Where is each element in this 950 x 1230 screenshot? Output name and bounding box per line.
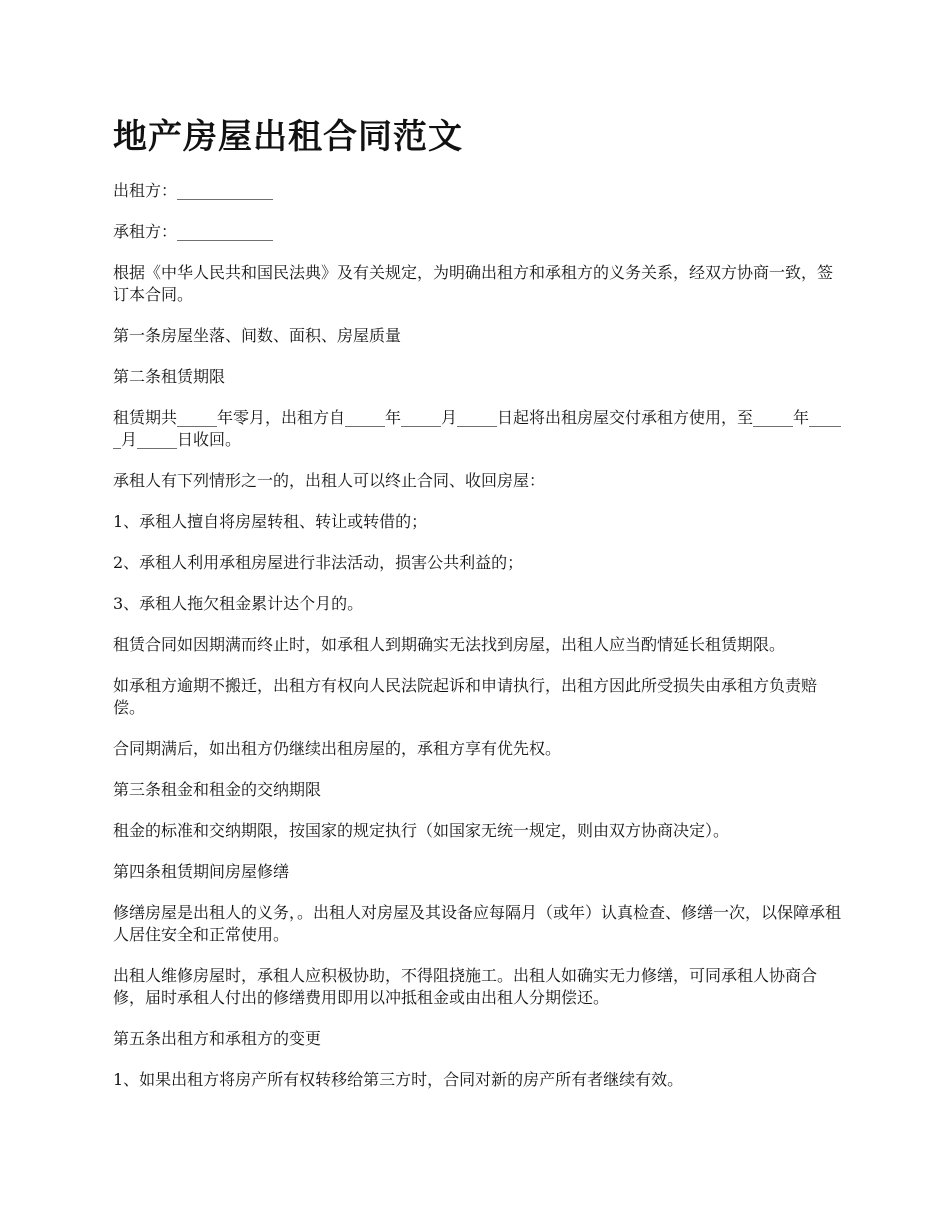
- expiry-extension-paragraph: 租赁合同如因期满而终止时，如承租人到期确实无法找到房屋，出租人应当酌情延长租赁期限。: [113, 635, 786, 654]
- lessee-line: 承租方：____________: [113, 222, 274, 241]
- termination-item-2: 2、承租人利用承租房屋进行非法活动，损害公共利益的；: [113, 553, 524, 572]
- article-4-heading: 第四条租赁期间房屋修缮: [113, 862, 290, 881]
- repair-cooperation-paragraph: 出租人维修房屋时，承租人应积极协助，不得阻挠施工。出租人如确实无力修缮，可同承租人协商合修，届时承租人付出的修缮费用即用以冲抵租金或由出租人分期偿还。: [113, 966, 818, 1007]
- article-1-heading: 第一条房屋坐落、间数、面积、房屋质量: [113, 326, 402, 345]
- overdue-vacate-paragraph: 如承租方逾期不搬迁，出租方有权向人民法院起诉和申请执行，出租方因此所受损失由承租方负责赔偿。: [113, 676, 818, 717]
- lessor-line: 出租方：____________: [113, 181, 274, 200]
- article-3-heading: 第三条租金和租金的交纳期限: [113, 780, 322, 799]
- rent-standard-paragraph: 租金的标准和交纳期限，按国家的规定执行（如国家无统一规定，则由双方协商决定）。: [113, 821, 730, 840]
- repair-duty-paragraph: 修缮房屋是出租人的义务，。出租人对房屋及其设备应每隔月（或年）认真检查、修缮一次，以保障承租人居住安全和正常使用。: [113, 903, 842, 944]
- document-page: [113, 112, 841, 1110]
- article-5-heading: 第五条出租方和承租方的变更: [113, 1029, 322, 1048]
- termination-item-3: 3、承租人拖欠租金累计达个月的。: [113, 594, 364, 613]
- preamble-paragraph: 根据《中华人民共和国民法典》及有关规定，为明确出租方和承租方的义务关系，经双方协商一致，签订本合同。: [113, 263, 834, 304]
- lease-term-paragraph: 租赁期共_____年零月，出租方自_____年_____月_____日起将出租房屋交付承租方使用，至_____年_____月_____日收回。: [113, 408, 842, 449]
- document-title: 地产房屋出租合同范文: [113, 117, 463, 157]
- ownership-transfer-paragraph: 1、如果出租方将房产所有权转移给第三方时，合同对新的房产所有者继续有效。: [113, 1070, 684, 1089]
- termination-intro-paragraph: 承租人有下列情形之一的，出租人可以终止合同、收回房屋：: [113, 471, 546, 490]
- article-2-heading: 第二条租赁期限: [113, 367, 226, 386]
- termination-item-1: 1、承租人擅自将房屋转租、转让或转借的；: [113, 512, 428, 531]
- priority-right-paragraph: 合同期满后，如出租方仍继续出租房屋的，承租方享有优先权。: [113, 739, 562, 758]
